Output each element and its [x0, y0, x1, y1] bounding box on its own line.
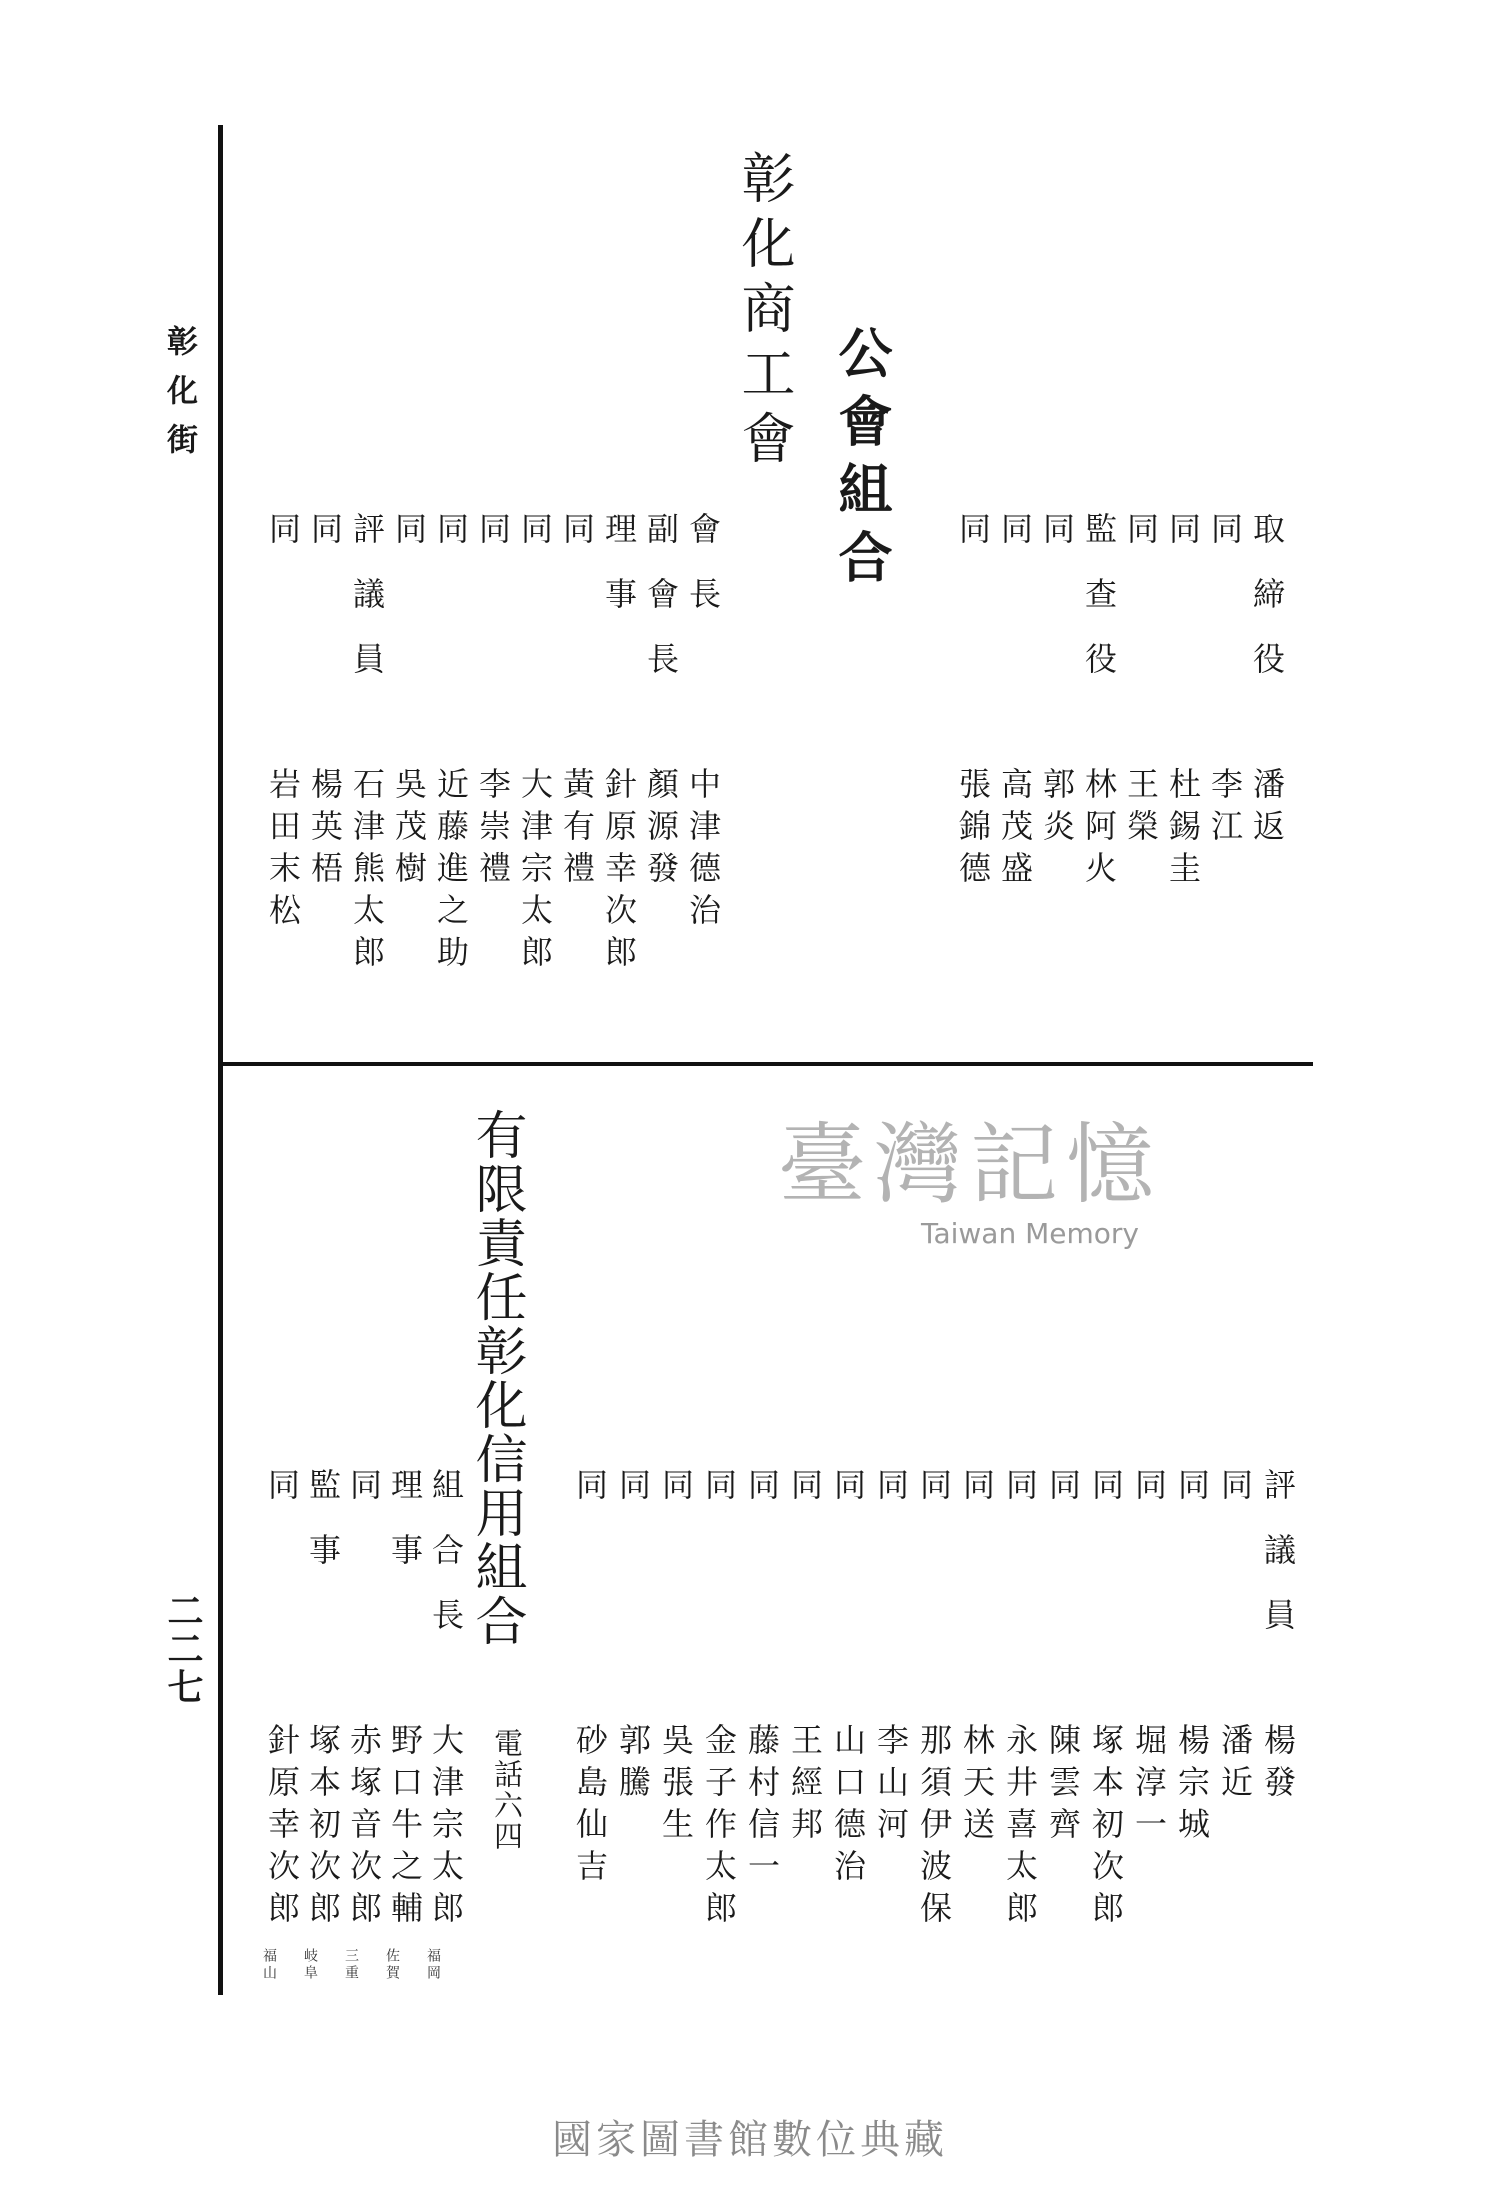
councillor-name: 陳雲齊: [1044, 1723, 1082, 1849]
councillor-name: 楊發: [1259, 1723, 1297, 1807]
officer-name: 赤塚音次郎: [345, 1723, 383, 1933]
member-name: 石津熊太郎: [348, 767, 386, 977]
councillor-position: 同: [657, 1468, 695, 1533]
member-position: 同: [432, 512, 470, 577]
watermark-english: Taiwan Memory: [921, 1217, 1139, 1250]
member-name: 李江: [1206, 767, 1244, 851]
section2-title: 有限責任彰化信用組合: [466, 1108, 526, 1648]
councillor-name: 李山河: [872, 1723, 910, 1849]
officer-name: 野口牛之輔: [386, 1723, 424, 1933]
councillor-position: 同: [786, 1468, 824, 1533]
member-name: 高茂盛: [996, 767, 1034, 893]
councillor-name: 山口德治: [829, 1723, 867, 1891]
member-name: 黃有禮: [558, 767, 596, 893]
member-name: 張錦德: [954, 767, 992, 893]
councillor-position: 同: [915, 1468, 953, 1533]
member-position: 取締役: [1248, 512, 1286, 707]
officer-origin: 福山: [261, 1948, 277, 1982]
officer-position: 組合長: [427, 1468, 465, 1663]
watermark-chinese: 臺灣記憶: [777, 1113, 1162, 1216]
member-name: 杜錫圭: [1164, 767, 1202, 893]
page-number: 二二七: [162, 1592, 204, 1706]
councillor-position: 同: [1216, 1468, 1254, 1533]
member-position: 同: [558, 512, 596, 577]
member-position: 監查役: [1080, 512, 1118, 707]
section1-title-org: 彰化商工會: [733, 150, 796, 475]
councillor-name: 郭騰: [614, 1723, 652, 1807]
member-position: 同: [516, 512, 554, 577]
member-name: 顏源發: [642, 767, 680, 893]
running-head: 彰化街: [161, 325, 197, 472]
councillor-name: 堀淳一: [1130, 1723, 1168, 1849]
watermark: [735, 1095, 1205, 1250]
member-name: 中津德治: [684, 767, 722, 935]
officer-position: 同: [263, 1468, 301, 1533]
officer-origin: 福岡: [425, 1948, 441, 1982]
member-name: 岩田末松: [264, 767, 302, 935]
member-name: 針原幸次郎: [600, 767, 638, 977]
councillor-name: 砂島仙吉: [571, 1723, 609, 1891]
member-name: 楊英梧: [306, 767, 344, 893]
member-name: 林阿火: [1080, 767, 1118, 893]
officer-origin: 岐阜: [302, 1948, 318, 1982]
footer-credit: 國家圖書館數位典藏: [552, 2117, 948, 2163]
member-position: 同: [1164, 512, 1202, 577]
member-name: 大津宗太郎: [516, 767, 554, 977]
officer-position: 理事: [386, 1468, 424, 1598]
member-position: 同: [264, 512, 302, 577]
member-position: 同: [306, 512, 344, 577]
section-divider: [218, 1062, 1313, 1066]
councillor-position: 同: [700, 1468, 738, 1533]
officer-name: 塚本初次郎: [304, 1723, 342, 1933]
member-position: 副會長: [642, 512, 680, 707]
councillor-name: 永井喜太郎: [1001, 1723, 1039, 1933]
councillor-position: 同: [872, 1468, 910, 1533]
member-position: 同: [996, 512, 1034, 577]
member-position: 同: [474, 512, 512, 577]
member-position: 會長: [684, 512, 722, 642]
member-name: 王榮: [1122, 767, 1160, 851]
councillor-position: 同: [1173, 1468, 1211, 1533]
councillor-name: 那須伊波保: [915, 1723, 953, 1933]
member-name: 李崇禮: [474, 767, 512, 893]
councillor-position: 同: [571, 1468, 609, 1533]
member-position: 評議員: [348, 512, 386, 707]
councillor-position: 同: [829, 1468, 867, 1533]
councillor-position: 同: [1130, 1468, 1168, 1533]
officer-position: 監事: [304, 1468, 342, 1598]
section2-phone: 電話六四: [490, 1728, 524, 1852]
councillor-name: 潘近: [1216, 1723, 1254, 1807]
member-name: 近藤進之助: [432, 767, 470, 977]
member-name: 郭炎: [1038, 767, 1076, 851]
councillor-position: 同: [614, 1468, 652, 1533]
councillor-position: 評議員: [1259, 1468, 1297, 1663]
councillor-name: 金子作太郎: [700, 1723, 738, 1933]
councillor-name: 吳張生: [657, 1723, 695, 1849]
councillor-position: 同: [1001, 1468, 1039, 1533]
officer-name: 針原幸次郎: [263, 1723, 301, 1933]
member-position: 理事: [600, 512, 638, 642]
member-position: 同: [1122, 512, 1160, 577]
councillor-name: 藤村信一: [743, 1723, 781, 1891]
councillor-name: 楊宗城: [1173, 1723, 1211, 1849]
officer-origin: 佐賀: [384, 1948, 400, 1982]
officer-origin: 三重: [343, 1948, 359, 1982]
councillor-name: 塚本初次郎: [1087, 1723, 1125, 1933]
councillor-name: 林天送: [958, 1723, 996, 1849]
member-position: 同: [1206, 512, 1244, 577]
section1-title-kind: 公會組合: [830, 325, 894, 597]
councillor-position: 同: [1087, 1468, 1125, 1533]
councillor-name: 王經邦: [786, 1723, 824, 1849]
member-position: 同: [390, 512, 428, 577]
member-name: 潘返: [1248, 767, 1286, 851]
officer-name: 大津宗太郎: [427, 1723, 465, 1933]
margin-rule: [218, 125, 223, 1995]
member-name: 吳茂樹: [390, 767, 428, 893]
member-position: 同: [1038, 512, 1076, 577]
officer-position: 同: [345, 1468, 383, 1533]
councillor-position: 同: [958, 1468, 996, 1533]
councillor-position: 同: [1044, 1468, 1082, 1533]
member-position: 同: [954, 512, 992, 577]
councillor-position: 同: [743, 1468, 781, 1533]
